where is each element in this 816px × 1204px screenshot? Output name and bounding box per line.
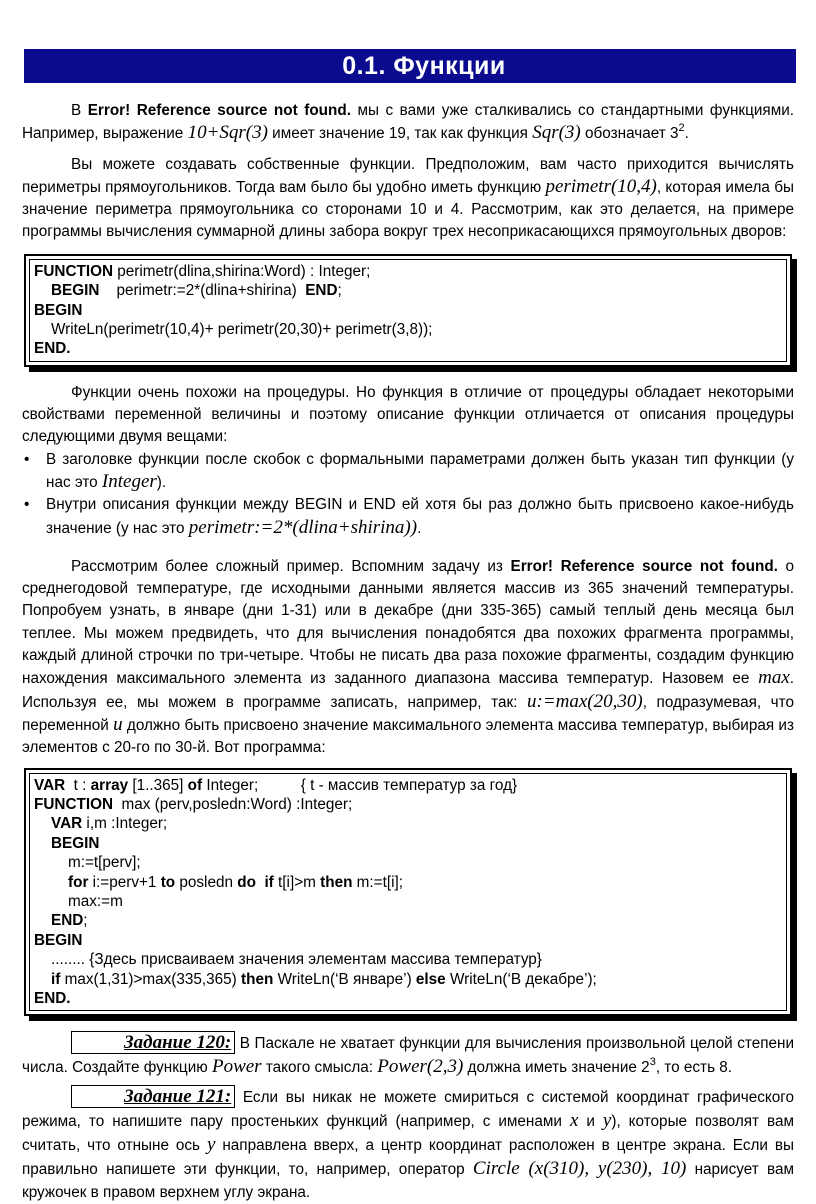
code-text — [34, 835, 51, 852]
code-text: [1..365] — [128, 776, 188, 794]
code-text — [34, 971, 51, 988]
code-text — [34, 815, 51, 832]
code-text: t : — [65, 776, 91, 794]
code-keyword: then — [241, 970, 274, 988]
code-text: m:=t[i]; — [352, 873, 403, 891]
function-perimetr: perimetr(10,4) — [545, 175, 657, 197]
code-keyword: BEGIN — [34, 931, 83, 949]
code-line — [34, 814, 783, 833]
code-text: perimetr:=2*(dlina+shirina) — [99, 282, 306, 300]
code-keyword: if — [264, 873, 274, 891]
code-keyword: then — [320, 873, 353, 891]
code-text: ........ {Здесь присваиваем значения элементам массива температур} — [34, 951, 542, 969]
code-keyword: END. — [34, 340, 71, 358]
task-120-label: Задание 120: — [71, 1031, 235, 1054]
code-keyword: do — [237, 873, 256, 891]
section-title-bar — [24, 49, 796, 83]
code-line — [34, 931, 783, 950]
code-keyword: else — [415, 970, 446, 988]
code-keyword: BEGIN — [51, 282, 100, 300]
code-text: max(1,31)>max(335,365) — [60, 970, 242, 988]
bullet-list — [22, 449, 794, 540]
code-line — [34, 339, 783, 358]
code-line — [34, 950, 783, 969]
code-text: max:=m — [34, 893, 123, 910]
task-120-paragraph: Задание 120: В Паскале не хватает функции для вычисления произвольной целой степени числа. Создайте функцию Power такого смысла: Power(2,3) должна иметь значение $2^3$, то есть 8. — [22, 1032, 794, 1078]
code-keyword: to — [160, 873, 176, 891]
code-listing-max — [34, 776, 783, 1009]
code-text: Integer; { t - массив температур за год} — [202, 776, 518, 794]
reference-error: Error! Reference source not found. — [510, 557, 778, 575]
code-keyword: END. — [34, 990, 71, 1008]
code-text: max (perv,posledn:Word) :Integer; — [113, 795, 353, 813]
code-text — [34, 282, 51, 299]
code-keyword: array — [90, 776, 129, 794]
code-line — [34, 873, 783, 892]
code-text: posledn — [175, 873, 238, 891]
code-text — [34, 874, 68, 891]
document-page — [22, 49, 794, 1204]
code-keyword: END — [305, 282, 338, 300]
code-text: perimetr(dlina,shirina:Word) : Integer; — [113, 262, 371, 280]
code-text: ; — [337, 282, 342, 300]
code-text: WriteLn(‘В декабре’); — [445, 970, 597, 988]
code-line — [34, 795, 783, 814]
intro-paragraph: В Error! Reference source not found. мы с вами уже сталкивались со стандартными функциями. Например, выражение 10+Sqr(3) имеет значение 19, так как функция Sqr(3) обозначает $3^2$. — [22, 102, 795, 144]
code-text: t[i]>m — [273, 873, 321, 891]
expression-sqr: 10+Sqr(3) — [187, 122, 268, 144]
function-sqr: Sqr(3) — [532, 122, 581, 144]
code-keyword: VAR — [51, 815, 83, 833]
code-line — [34, 970, 783, 989]
code-keyword: END — [51, 912, 84, 930]
reference-error: Error! Reference source not found. — [87, 102, 351, 119]
code-keyword: FUNCTION — [34, 795, 114, 813]
code-text: WriteLn(‘В январе’) — [273, 970, 416, 988]
code-keyword: if — [51, 970, 61, 988]
code-line — [34, 262, 783, 281]
code-text: ; — [83, 912, 88, 930]
list-item: • В заголовке функции после скобок с формальными параметрами должен быть указан тип функции (у нас это Integer). — [22, 449, 794, 495]
complex-example-paragraph: Рассмотрим более сложный пример. Вспомним задачу из Error! Reference source not found. о среднегодовой температуре, где исходными данными является массив из 365 значений температуры. Попробуем узнать, в январе (дни 1-31) или в декабре (дни 335-365) самый теплый день месяца был теплее. Мы можем предвидеть, что для вычисления понадобятся два похожих фрагмента программы, каждый длиной строчки по три-четыре. Чтобы не писать два раза похожие фрагменты, создадим функцию нахождения максимального элемента из заданного диапазона массива температур. Назовем ее max. Используя ее, мы можем в программе записать, например, так: u:=max(20,30), подразумевая, что переменной u должно быть присвоено значение максимального элемента массива температур, выбирая из элементов с 20-го по 30-й. Вот программа: — [22, 557, 794, 757]
code-line — [34, 892, 783, 911]
code-keyword: BEGIN — [51, 834, 100, 852]
code-line — [34, 989, 783, 1008]
list-item: • Внутри описания функции между BEGIN и END ей хотя бы раз должно быть присвоено какое-нибудь значение (у нас это perimetr:=2*(dlina+shirina)). — [22, 494, 794, 540]
code-text — [34, 912, 51, 929]
code-line — [34, 911, 783, 930]
task-121-label: Задание 121: — [71, 1085, 235, 1108]
code-line — [34, 853, 783, 872]
code-text: i:=perv+1 — [88, 873, 161, 891]
code-text: i,m :Integer; — [82, 815, 168, 833]
code-line — [34, 301, 783, 320]
code-line — [34, 776, 783, 795]
code-line — [34, 281, 783, 300]
code-keyword: FUNCTION — [34, 262, 114, 280]
custom-functions-paragraph: Вы можете создавать собственные функции. Предположим, вам часто приходится вычислять периметры прямоугольников. Тогда вам было бы удобно иметь функцию perimetr(10,4), которая имела бы значение периметра прямоугольника со сторонами 10 и 4. Рассмотрим, как это делается, на примере программы вычисления суммарной длины забора вокруг трех несоприкасающихся прямоугольных дворов: — [22, 155, 794, 241]
code-keyword: of — [187, 776, 203, 794]
code-keyword: VAR — [34, 776, 66, 794]
code-text: WriteLn(perimetr(10,4)+ perimetr(20,30)+ perimetr(3,8)); — [34, 321, 433, 338]
section-title: 0.1. Функции — [342, 52, 506, 80]
functions-vs-procedures-paragraph: Функции очень похожи на процедуры. Но функция в отличие от процедуры обладает некоторыми свойствами переменной величины и поэтому описание функции отличается от описания процедуры следующими двумя вещами: — [22, 383, 794, 446]
task-121-paragraph: Задание 121: Если вы никак не можете смириться с системой координат графического режима, то напишите пару простеньких функций (например, с именами x и y), которые позволят вам считать, что отныне ось y направлена вверх, а центр координат расположен в центре экрана. Если вы правильно напишете эти функции, то, например, оператор Circle (x(310), y(230), 10) нарисует вам кружочек в правом верхнем углу экрана. — [22, 1086, 795, 1202]
code-line — [34, 834, 783, 853]
code-block-max — [24, 768, 792, 1017]
code-text: m:=t[perv]; — [34, 854, 141, 872]
code-keyword: for — [68, 873, 89, 891]
code-listing-perimetr — [34, 262, 783, 359]
code-line — [34, 320, 783, 339]
code-keyword: BEGIN — [34, 301, 83, 319]
code-block-perimetr — [24, 254, 792, 367]
